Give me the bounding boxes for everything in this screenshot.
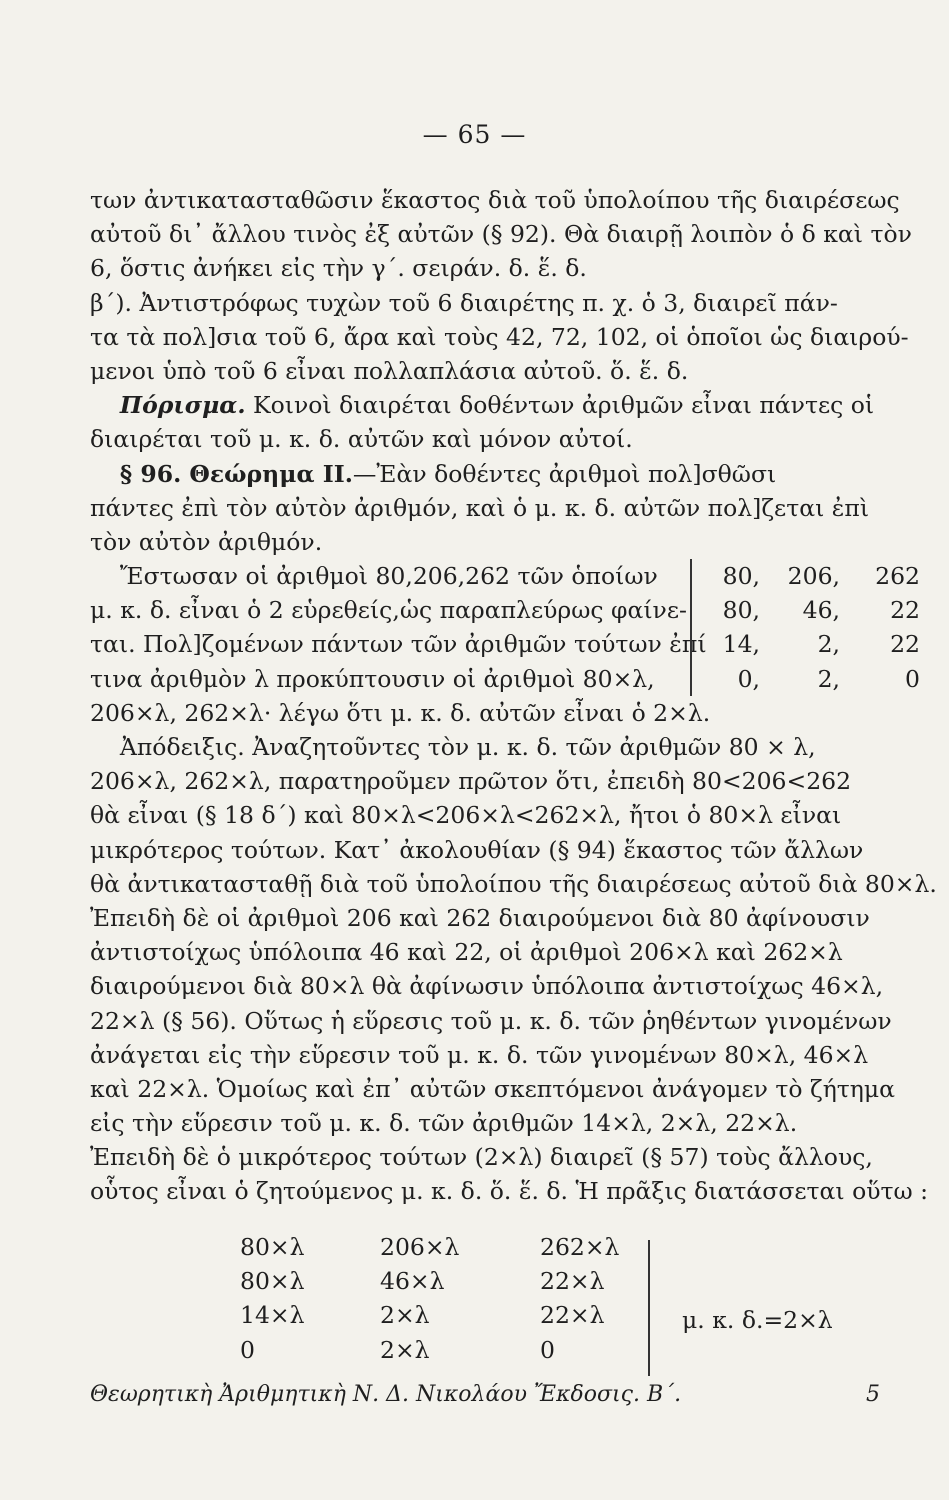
table-row [240,1264,650,1298]
table-cell: 0 [905,664,920,693]
table-cell: 2×λ [380,1301,430,1330]
table-cell: 262 [875,562,920,591]
text-line: των ἀντικατασταθῶσιν ἕκαστος διὰ τοῦ ὑπολοίπου τῆς διαιρέσεως [90,186,900,214]
footer-sheet-number: 5 [866,1382,880,1407]
table-row [704,627,920,661]
table-cell: 14×λ [240,1301,305,1330]
example-line-text: Ἔστωσαν οἱ ἀριθμοὶ 80,206,262 τῶν ὁποίων [119,562,658,591]
example-line: τινα ἀριθμὸν λ προκύπτουσιν οἱ ἀριθμοὶ 80×λ, [90,664,655,693]
table-cell: 22 [890,630,920,659]
table-cell: 262×λ [540,1233,620,1262]
proof-line: θὰ ἀντικατασταθῇ διὰ τοῦ ὑπολοίπου τῆς διαιρέσεως αὐτοῦ διὰ 80×λ. [90,869,937,898]
proof-line: εἰς τὴν εὕρεσιν τοῦ μ. κ. δ. τῶν ἀριθμῶν 14×λ, 2×λ, 22×λ. [90,1109,798,1138]
proof-line: ἀνάγεται εἰς τὴν εὕρεσιν τοῦ μ. κ. δ. τῶν γινομένων 80×λ, 46×λ [90,1040,869,1069]
example-text [90,559,707,696]
table-cell: 80, [722,596,760,625]
table-cell: 0, [737,664,760,693]
text-line: μενοι ὑπὸ τοῦ 6 εἶναι πολλαπλάσια αὐτοῦ. ὅ. ἕ. δ. [90,356,689,385]
theorem-label: § 96. Θεώρημα ΙΙ. [119,459,353,488]
example-block [90,559,920,696]
table-cell: 2, [817,630,840,659]
proof-line: διαιρούμενοι διὰ 80×λ θὰ ἀφίνωσιν ὑπόλοιπα ἀντιστοίχως 46×λ, [90,972,884,1001]
proof-line-text: Ἀπόδειξις. Ἀναζητοῦντες τὸν μ. κ. δ. τῶν ἀριθμῶν 80 × λ, [119,733,816,761]
footer-title: Θεωρητικὴ Ἀριθμητικὴ Ν. Δ. Νικολάου Ἔκδοσις. Β΄. [90,1382,682,1407]
table-cell: 22 [890,596,920,625]
proof-line: θὰ εἶναι (§ 18 δ΄) καὶ 80×λ<206×λ<262×λ, ἤτοι ὁ 80×λ εἶναι [90,801,842,830]
table-row [240,1333,650,1367]
proof-line: ἀντιστοίχως ὑπόλοιπα 46 καὶ 22, οἱ ἀριθμοὶ 206×λ καὶ 262×λ [90,938,843,967]
body-text [90,183,937,1209]
porisma-label: Πόρισμα. [119,391,246,420]
text-line: β΄). Ἀντιστρόφως τυχὼν τοῦ 6 διαιρέτης π. χ. ὁ 3, διαιρεῖ πάν- [90,288,838,317]
table-cell: 14, [722,630,760,659]
table-cell: 0 [240,1335,255,1364]
table-cell: 22×λ [540,1267,605,1296]
example-last-line: 206×λ, 262×λ· λέγω ὅτι μ. κ. δ. αὐτῶν εἶναι ὁ 2×λ. [90,698,711,727]
theorem-line-3: τὸν αὐτὸν ἀριθμόν. [90,527,323,556]
table-cell: 206×λ [380,1233,460,1262]
proof-line: οὗτος εἶναι ὁ ζητούμενος μ. κ. δ. ὅ. ἕ. δ. Ἡ πρᾶξις διατάσσεται οὕτω : [90,1177,929,1206]
page-number: — 65 — [422,120,527,149]
final-computation-table [240,1230,650,1367]
proof-line: 206×λ, 262×λ, παρατηροῦμεν πρῶτον ὅτι, ἐπειδὴ 80<206<262 [90,767,852,796]
table-row [704,559,920,593]
table-row [704,662,920,696]
table-cell: 80×λ [240,1267,305,1296]
theorem-line [90,457,880,491]
table-cell: 0 [540,1335,555,1364]
table-cell: 80, [722,562,760,591]
table-cell: 46×λ [380,1267,445,1296]
table-cell: 2×λ [380,1335,430,1364]
theorem-text-1: —Ἐὰν δοθέντες ἀριθμοὶ πολ]σθῶσι [352,459,777,488]
example-line: ται. Πολ]ζομένων πάντων τῶν ἀριθμῶν τούτων ἐπί [90,630,707,659]
porisma-text-1: Κοινοὶ διαιρέται δοθέντων ἀριθμῶν εἶναι πάντες οἱ [253,391,875,420]
gcd-result: μ. κ. δ.=2×λ [682,1306,833,1334]
proof-line: μικρότερος τούτων. Κατ᾽ ἀκολουθίαν (§ 94) ἕκαστος τῶν ἄλλων [90,835,864,864]
porisma-line-2: διαιρέται τοῦ μ. κ. δ. αὐτῶν καὶ μόνον αὐτοί. [90,425,633,454]
euclid-side-table [690,559,920,696]
table-row [240,1230,650,1264]
table-cell: 80×λ [240,1233,305,1262]
table-brace [648,1240,650,1376]
page-footer [90,1382,880,1407]
porisma-line [90,388,880,422]
text-line: 6, ὅστις ἀνήκει εἰς τὴν γ΄. σειράν. δ. ἕ. δ. [90,254,587,283]
table-row [704,593,920,627]
table-cell: 2, [817,664,840,693]
table-cell: 46, [802,596,840,625]
example-line: μ. κ. δ. εἶναι ὁ 2 εὑρεθείς,ὡς παραπλεύρως φαίνε- [90,596,687,625]
proof-line: καὶ 22×λ. Ὁμοίως καὶ ἐπ᾽ αὐτῶν σκεπτόμενοι ἀνάγομεν τὸ ζήτημα [90,1074,896,1103]
table-cell: 206, [787,562,840,591]
text-line: τα τὰ πολ]σια τοῦ 6, ἄρα καὶ τοὺς 42, 72, 102, οἱ ὁποῖοι ὡς διαιρού- [90,322,909,351]
proof-line: Ἐπειδὴ δὲ οἱ ἀριθμοὶ 206 καὶ 262 διαιρούμενοι διὰ 80 ἀφίνουσιν [90,903,870,932]
proof-line: Ἐπειδὴ δὲ ὁ μικρότερος τούτων (2×λ) διαιρεῖ (§ 57) τοὺς ἄλλους, [90,1143,873,1172]
table-cell: 22×λ [540,1301,605,1330]
table-row [240,1298,650,1332]
example-line [90,559,658,593]
text-line: αὐτοῦ δι᾽ ἄλλου τινὸς ἐξ αὐτῶν (§ 92). Θὰ διαιρῇ λοιπὸν ὁ δ καὶ τὸν [90,220,912,249]
theorem-line-2: πάντες ἐπὶ τὸν αὐτὸν ἀριθμόν, καὶ ὁ μ. κ. δ. αὐτῶν πολ]ζεται ἐπὶ [90,493,870,522]
proof-line: 22×λ (§ 56). Οὕτως ἡ εὕρεσις τοῦ μ. κ. δ. τῶν ῥηθέντων γινομένων [90,1006,892,1035]
proof-line [90,730,880,764]
